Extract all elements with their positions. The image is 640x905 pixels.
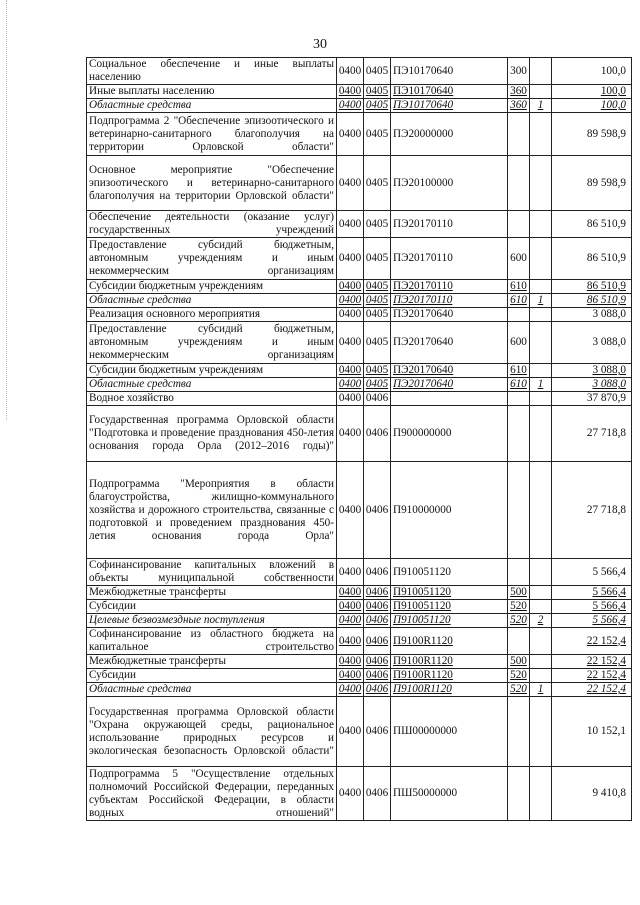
cell-expense-type-code: 360 [508, 85, 530, 99]
cell-subsection-code: 0406 [364, 586, 391, 600]
cell-subsection-code: 0406 [364, 655, 391, 669]
cell-target-article-code: ПЭ20170110 [391, 280, 508, 294]
cell-funding-source-code [530, 697, 552, 767]
cell-amount: 27 718,8 [552, 406, 632, 462]
table-row [87, 559, 632, 586]
cell-expense-type-code [508, 308, 530, 322]
cell-section-code: 0400 [337, 322, 364, 364]
cell-target-article-code [391, 392, 508, 406]
cell-name: Государственная программа Орловской области "Подготовка и проведение празднования 450-летия основания города Орла (2012–2016 годы)" [87, 406, 337, 462]
cell-name: Подпрограмма 2 "Обеспечение эпизоотического и ветеринарно-санитарного благополучия на территории Орловской области" [87, 113, 337, 156]
table-row [87, 280, 632, 294]
cell-amount: 3 088,0 [552, 322, 632, 364]
cell-section-code: 0400 [337, 378, 364, 392]
table-row [87, 586, 632, 600]
cell-amount: 3 088,0 [552, 378, 632, 392]
cell-section-code: 0400 [337, 294, 364, 308]
cell-section-code: 0400 [337, 586, 364, 600]
cell-name: Реализация основного мероприятия [87, 308, 337, 322]
cell-name: Областные средства [87, 378, 337, 392]
cell-subsection-code: 0406 [364, 600, 391, 614]
cell-expense-type-code [508, 697, 530, 767]
cell-subsection-code: 0405 [364, 294, 391, 308]
cell-target-article-code: ПШ00000000 [391, 697, 508, 767]
cell-target-article-code: ПЭ20000000 [391, 113, 508, 156]
cell-expense-type-code [508, 462, 530, 559]
cell-subsection-code: 0405 [364, 322, 391, 364]
cell-expense-type-code: 520 [508, 683, 530, 697]
cell-subsection-code: 0405 [364, 58, 391, 85]
cell-funding-source-code [530, 211, 552, 238]
cell-name: Субсидии [87, 669, 337, 683]
cell-funding-source-code: 1 [530, 683, 552, 697]
cell-subsection-code: 0406 [364, 767, 391, 821]
cell-name: Областные средства [87, 99, 337, 113]
table-row [87, 669, 632, 683]
page-number: 30 [313, 37, 327, 52]
table-row [87, 99, 632, 113]
cell-funding-source-code [530, 58, 552, 85]
cell-expense-type-code: 610 [508, 378, 530, 392]
cell-target-article-code: ПЭ20170110 [391, 211, 508, 238]
table-row [87, 294, 632, 308]
cell-section-code: 0400 [337, 669, 364, 683]
cell-funding-source-code [530, 113, 552, 156]
cell-amount: 22 152,4 [552, 655, 632, 669]
cell-name: Предоставление субсидий бюджетным, автономным учреждениям и иным некоммерческим организациям [87, 322, 337, 364]
scan-edge-line [6, 0, 8, 420]
cell-name: Софинансирование из областного бюджета на капитальное строительство [87, 628, 337, 655]
table-row [87, 767, 632, 821]
cell-target-article-code: П910051120 [391, 586, 508, 600]
cell-funding-source-code: 1 [530, 378, 552, 392]
cell-name: Обеспечение деятельности (оказание услуг) государственных учреждений [87, 211, 337, 238]
cell-target-article-code: ПЭ10170640 [391, 99, 508, 113]
cell-name: Областные средства [87, 294, 337, 308]
table-row [87, 600, 632, 614]
table-row [87, 378, 632, 392]
cell-target-article-code: ПШ50000000 [391, 767, 508, 821]
cell-expense-type-code: 600 [508, 322, 530, 364]
cell-section-code: 0400 [337, 58, 364, 85]
cell-funding-source-code [530, 308, 552, 322]
cell-funding-source-code [530, 600, 552, 614]
cell-target-article-code: ПЭ20170640 [391, 322, 508, 364]
cell-expense-type-code: 360 [508, 99, 530, 113]
cell-amount: 27 718,8 [552, 462, 632, 559]
cell-expense-type-code: 600 [508, 238, 530, 280]
cell-expense-type-code: 500 [508, 655, 530, 669]
cell-amount: 89 598,9 [552, 113, 632, 156]
cell-amount: 100,0 [552, 85, 632, 99]
cell-expense-type-code: 520 [508, 614, 530, 628]
cell-target-article-code: ПЭ20100000 [391, 156, 508, 211]
cell-subsection-code: 0406 [364, 628, 391, 655]
cell-name: Социальное обеспечение и иные выплаты населению [87, 58, 337, 85]
cell-section-code: 0400 [337, 655, 364, 669]
cell-section-code: 0400 [337, 85, 364, 99]
cell-section-code: 0400 [337, 697, 364, 767]
cell-subsection-code: 0405 [364, 113, 391, 156]
cell-amount: 89 598,9 [552, 156, 632, 211]
cell-target-article-code: ПЭ20170110 [391, 294, 508, 308]
cell-subsection-code: 0406 [364, 559, 391, 586]
cell-target-article-code: П910051120 [391, 559, 508, 586]
cell-name: Предоставление субсидий бюджетным, автономным учреждениям и иным некоммерческим организациям [87, 238, 337, 280]
cell-target-article-code: П9100R1120 [391, 669, 508, 683]
cell-funding-source-code: 1 [530, 294, 552, 308]
cell-funding-source-code [530, 238, 552, 280]
cell-name: Софинансирование капитальных вложений в объекты муниципальной собственности [87, 559, 337, 586]
cell-name: Иные выплаты населению [87, 85, 337, 99]
cell-name: Субсидии [87, 600, 337, 614]
cell-subsection-code: 0405 [364, 378, 391, 392]
cell-name: Целевые безвозмездные поступления [87, 614, 337, 628]
cell-amount: 9 410,8 [552, 767, 632, 821]
cell-section-code: 0400 [337, 280, 364, 294]
cell-expense-type-code: 300 [508, 58, 530, 85]
cell-amount: 3 088,0 [552, 308, 632, 322]
cell-subsection-code: 0406 [364, 614, 391, 628]
cell-section-code: 0400 [337, 392, 364, 406]
cell-expense-type-code [508, 559, 530, 586]
cell-amount: 100,0 [552, 58, 632, 85]
cell-funding-source-code [530, 156, 552, 211]
cell-funding-source-code [530, 586, 552, 600]
table-row [87, 406, 632, 462]
table-row [87, 655, 632, 669]
table-row [87, 683, 632, 697]
cell-amount: 22 152,4 [552, 683, 632, 697]
table-row [87, 156, 632, 211]
cell-subsection-code: 0406 [364, 697, 391, 767]
cell-name: Водное хозяйство [87, 392, 337, 406]
cell-subsection-code: 0405 [364, 364, 391, 378]
cell-subsection-code: 0405 [364, 238, 391, 280]
cell-expense-type-code [508, 392, 530, 406]
cell-section-code: 0400 [337, 767, 364, 821]
table-body [87, 58, 632, 821]
cell-amount: 10 152,1 [552, 697, 632, 767]
cell-target-article-code: П910000000 [391, 462, 508, 559]
table-row [87, 238, 632, 280]
cell-subsection-code: 0406 [364, 462, 391, 559]
cell-section-code: 0400 [337, 364, 364, 378]
cell-target-article-code: ПЭ10170640 [391, 85, 508, 99]
cell-target-article-code: ПЭ10170640 [391, 58, 508, 85]
cell-funding-source-code [530, 655, 552, 669]
cell-target-article-code: П900000000 [391, 406, 508, 462]
cell-section-code: 0400 [337, 406, 364, 462]
cell-target-article-code: ПЭ20170640 [391, 378, 508, 392]
cell-section-code: 0400 [337, 614, 364, 628]
cell-funding-source-code: 1 [530, 99, 552, 113]
cell-expense-type-code [508, 767, 530, 821]
cell-funding-source-code: 2 [530, 614, 552, 628]
table-row [87, 322, 632, 364]
cell-amount: 22 152,4 [552, 669, 632, 683]
cell-expense-type-code [508, 628, 530, 655]
cell-subsection-code: 0406 [364, 683, 391, 697]
cell-subsection-code: 0405 [364, 156, 391, 211]
table-row [87, 392, 632, 406]
cell-amount: 86 510,9 [552, 238, 632, 280]
table-row [87, 462, 632, 559]
cell-expense-type-code: 610 [508, 364, 530, 378]
cell-name: Подпрограмма "Мероприятия в области благоустройства, жилищно-коммунального хозяйства и дорожного строительства, связанные с подготовкой и проведением празднования 450-летия основания города Орла" [87, 462, 337, 559]
cell-subsection-code: 0406 [364, 406, 391, 462]
cell-amount: 86 510,9 [552, 280, 632, 294]
cell-subsection-code: 0405 [364, 99, 391, 113]
cell-subsection-code: 0405 [364, 280, 391, 294]
cell-expense-type-code [508, 156, 530, 211]
cell-target-article-code: ПЭ20170110 [391, 238, 508, 280]
cell-funding-source-code [530, 767, 552, 821]
cell-name: Межбюджетные трансферты [87, 655, 337, 669]
table-row [87, 614, 632, 628]
cell-funding-source-code [530, 85, 552, 99]
cell-amount: 5 566,4 [552, 614, 632, 628]
cell-section-code: 0400 [337, 99, 364, 113]
cell-amount: 37 870,9 [552, 392, 632, 406]
cell-expense-type-code [508, 113, 530, 156]
cell-section-code: 0400 [337, 156, 364, 211]
cell-section-code: 0400 [337, 559, 364, 586]
cell-amount: 5 566,4 [552, 600, 632, 614]
cell-name: Субсидии бюджетным учреждениям [87, 364, 337, 378]
cell-target-article-code: П9100R1120 [391, 683, 508, 697]
budget-table [86, 57, 632, 821]
cell-target-article-code: ПЭ20170640 [391, 364, 508, 378]
cell-amount: 86 510,9 [552, 294, 632, 308]
cell-funding-source-code [530, 280, 552, 294]
cell-amount: 5 566,4 [552, 559, 632, 586]
cell-expense-type-code: 520 [508, 669, 530, 683]
cell-target-article-code: П9100R1120 [391, 655, 508, 669]
cell-expense-type-code: 520 [508, 600, 530, 614]
table-row [87, 211, 632, 238]
cell-section-code: 0400 [337, 600, 364, 614]
cell-funding-source-code [530, 669, 552, 683]
cell-amount: 22 152,4 [552, 628, 632, 655]
cell-name: Субсидии бюджетным учреждениям [87, 280, 337, 294]
cell-section-code: 0400 [337, 211, 364, 238]
cell-section-code: 0400 [337, 113, 364, 156]
cell-amount: 100,0 [552, 99, 632, 113]
table-row [87, 113, 632, 156]
cell-section-code: 0400 [337, 683, 364, 697]
cell-funding-source-code [530, 628, 552, 655]
cell-subsection-code: 0405 [364, 211, 391, 238]
cell-expense-type-code: 610 [508, 294, 530, 308]
cell-expense-type-code: 610 [508, 280, 530, 294]
cell-target-article-code: ПЭ20170640 [391, 308, 508, 322]
cell-subsection-code: 0406 [364, 392, 391, 406]
cell-name: Областные средства [87, 683, 337, 697]
cell-section-code: 0400 [337, 238, 364, 280]
cell-amount: 3 088,0 [552, 364, 632, 378]
cell-name: Основное мероприятие "Обеспечение эпизоотического и ветеринарно-санитарного благополучия на территории Орловской области" [87, 156, 337, 211]
cell-section-code: 0400 [337, 462, 364, 559]
cell-funding-source-code [530, 322, 552, 364]
table-row [87, 85, 632, 99]
cell-target-article-code: П910051120 [391, 614, 508, 628]
cell-name: Межбюджетные трансферты [87, 586, 337, 600]
cell-expense-type-code [508, 211, 530, 238]
cell-funding-source-code [530, 364, 552, 378]
table-row [87, 628, 632, 655]
cell-target-article-code: П9100R1120 [391, 628, 508, 655]
table-row [87, 364, 632, 378]
cell-subsection-code: 0405 [364, 85, 391, 99]
cell-expense-type-code [508, 406, 530, 462]
table-row [87, 58, 632, 85]
cell-target-article-code: П910051120 [391, 600, 508, 614]
cell-section-code: 0400 [337, 308, 364, 322]
cell-subsection-code: 0406 [364, 669, 391, 683]
table-row [87, 308, 632, 322]
cell-name: Подпрограмма 5 "Осуществление отдельных полномочий Российской Федерации, переданных субъектам Российской Федерации, в области водных отношений" [87, 767, 337, 821]
cell-amount: 86 510,9 [552, 211, 632, 238]
table-row [87, 697, 632, 767]
cell-subsection-code: 0405 [364, 308, 391, 322]
cell-funding-source-code [530, 559, 552, 586]
cell-expense-type-code: 500 [508, 586, 530, 600]
cell-funding-source-code [530, 462, 552, 559]
cell-funding-source-code [530, 392, 552, 406]
cell-funding-source-code [530, 406, 552, 462]
cell-amount: 5 566,4 [552, 586, 632, 600]
cell-section-code: 0400 [337, 628, 364, 655]
cell-name: Государственная программа Орловской области "Охрана окружающей среды, рациональное использование природных ресурсов и экологическая безопасность Орловской области" [87, 697, 337, 767]
